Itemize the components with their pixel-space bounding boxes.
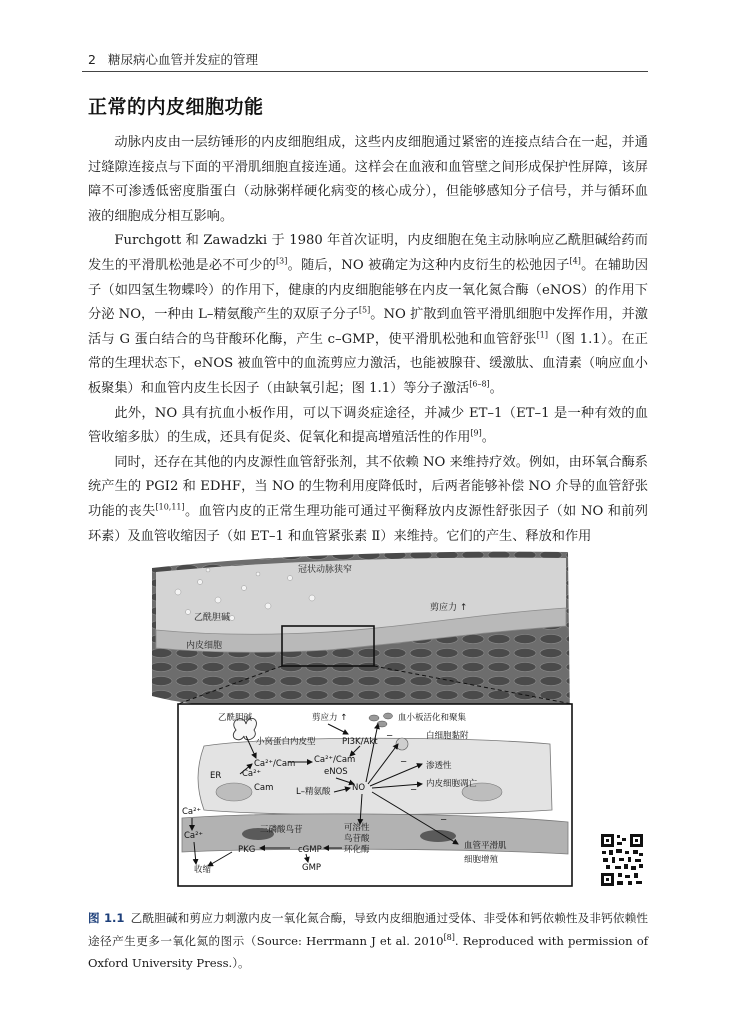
inset-ach-label: 乙酰胆碱 [218,713,253,723]
stenosis-label: 冠状动脉狭窄 [298,565,353,575]
citation: [1] [536,330,548,340]
vsmc-label-2: 细胞增殖 [464,855,499,865]
no-label: NO [352,783,366,793]
apoptosis-label: 内皮细胞凋亡 [426,779,478,789]
cam-label: Cam [254,783,274,793]
contraction-label: 收缩 [194,865,212,875]
p3-text: 。 [481,430,495,446]
pi3k-label: PI3K/Akt [342,737,378,747]
citation: [4] [569,256,581,266]
er-label: ER [210,771,222,781]
inhibit-sign: − [440,815,448,825]
sgc-label-2: 鸟苷酸 [344,834,370,844]
section-title: 正常的内皮细胞功能 [88,96,264,118]
inhibit-sign: − [410,785,418,795]
gmp-label: GMP [302,863,322,873]
page-number: 2 [88,52,96,67]
citation: [8] [443,932,455,942]
p2-text: 。在辅助因子（如四氢生物蝶呤）的作用下，健康的内皮细胞能够在内皮一氧化氮合酶（eNOS）的作用下分泌 NO，一种由 L–精氨酸产生的双原子分子 [88,257,649,323]
qr-code[interactable] [600,833,644,887]
p3-text: 此外，NO 具有抗血小板作用，可以下调炎症途径，并减少 ET–1（ET–1 是一种有效的血管收缩多肽）的生成，还具有促炎、促氧化和提高增殖活性的作用 [88,405,648,446]
p2-text: （图 1.1）。在正常的生理状态下，eNOS 被血管中的血流剪应力激活，也能被腺苷、缓激肽、血清素（响应血小板聚集）和血管内皮生长因子（由缺氧引起；图 1.1）等分子激活 [88,331,648,396]
p2-text: 。随后，NO 被确定为这种内皮衍生的松弛因子 [287,257,570,273]
figure-1-1 [148,548,576,888]
paragraph-2 [88,229,648,401]
wbc-label: 白细胞黏附 [426,731,469,741]
paragraph-3 [88,402,648,451]
vsmc-label-1: 血管平滑肌 [464,841,507,851]
citation: [3] [276,256,288,266]
paragraph-1: 动脉内皮由一层纺锤形的内皮细胞组成，这些内皮细胞通过紧密的连接点结合在一起，并通过缝隙连接点与下面的平滑肌细胞直接连通。这样会在血液和血管壁之间形成保护性屏障，该屏障不可渗透低密度脂蛋白（动脉粥样硬化病变的核心成分），但能够感知分子信号，并与循环血液的细胞成分相互影响。 [88,135,648,224]
citation: [5] [358,305,371,315]
citation: [9] [470,428,482,438]
platelet-label: 血小板活化和聚集 [398,713,467,723]
caption-label: 图 1.1 [88,911,125,925]
header-rule [82,71,648,72]
caption-text: 乙酰胆碱和剪应力刺激内皮一氧化氮合酶，导致内皮细胞通过受体、非受体和钙依赖性及非钙依赖性途径产生更多一氧化氮的图示（Source: Herrmann J et al. 2010 [88,911,648,948]
enos-label: eNOS [324,767,348,777]
inhibit-sign: − [386,731,394,741]
ca-top-label: Ca²⁺ [182,807,202,817]
arg-label: L–精氨酸 [296,787,331,797]
figure-caption [88,907,648,975]
mechanism-inset [178,704,572,886]
citation: [6–8] [469,379,490,389]
ca-cam-right: Ca²⁺/Cam [314,755,356,765]
p4-text: 。血管内皮的正常生理功能可通过平衡释放内皮源性舒张因子（如 NO 和前列环素）及血管收缩因子（如 ET–1 和血管紧张素 Ⅱ）来维持。它们的产生、释放和作用 [88,503,648,544]
p2-text: 。NO 扩散到血管平滑肌细胞中发挥作用，并激活与 G 蛋白结合的鸟苷酸环化酶，产生 c–GMP，使平滑肌松弛和血管舒张 [88,307,648,347]
running-title: 糖尿病心血管并发症的管理 [107,52,258,67]
ach-label: 乙酰胆碱 [194,613,231,623]
paragraph-4 [88,451,648,549]
p2-text: 。 [489,380,503,396]
cgmp-label: cGMP [298,845,322,855]
nucleus [216,783,252,801]
endothelium-label: 内皮细胞 [186,641,223,651]
gtp-label: 三磷酸鸟苷 [260,825,303,835]
citation: [10,11] [155,502,185,512]
shear-label: 剪应力 ↑ [430,603,468,613]
body-text [88,131,648,549]
p4-text: 同时，还存在其他的内皮源性血管舒张剂，其不依赖 NO 来维持疗效。例如，由环氧合酶系统产生的 PGI2 和 EDHF，当 NO 的生物利用度降低时，后两者能够补偿 NO 介导的血管舒张功能的丧失 [88,454,648,519]
ca-er-label: Ca²⁺ [242,769,262,779]
ca-mid-label: Ca²⁺ [184,831,204,841]
inset-shear-label: 剪应力 ↑ [312,713,348,723]
ca-cam-left: Ca²⁺/Cam [254,759,296,769]
p2-text: Furchgott 和 Zawadzki 于 1980 年首次证明，内皮细胞在兔主动脉响应乙酰胆碱给药而发生的平滑肌松弛是必不可少的 [88,233,648,273]
pkg-label: PKG [238,845,256,855]
permeability-label: 渗透性 [426,761,452,771]
sgc-label-1: 可溶性 [344,823,370,833]
caption-text: . Reproduced with permission of Oxford University Press.）。 [88,933,648,970]
sgc-label-3: 环化酶 [344,845,370,855]
caveolin-label: 小窝蛋白内皮型 [256,737,316,747]
inhibit-sign: − [400,757,408,767]
